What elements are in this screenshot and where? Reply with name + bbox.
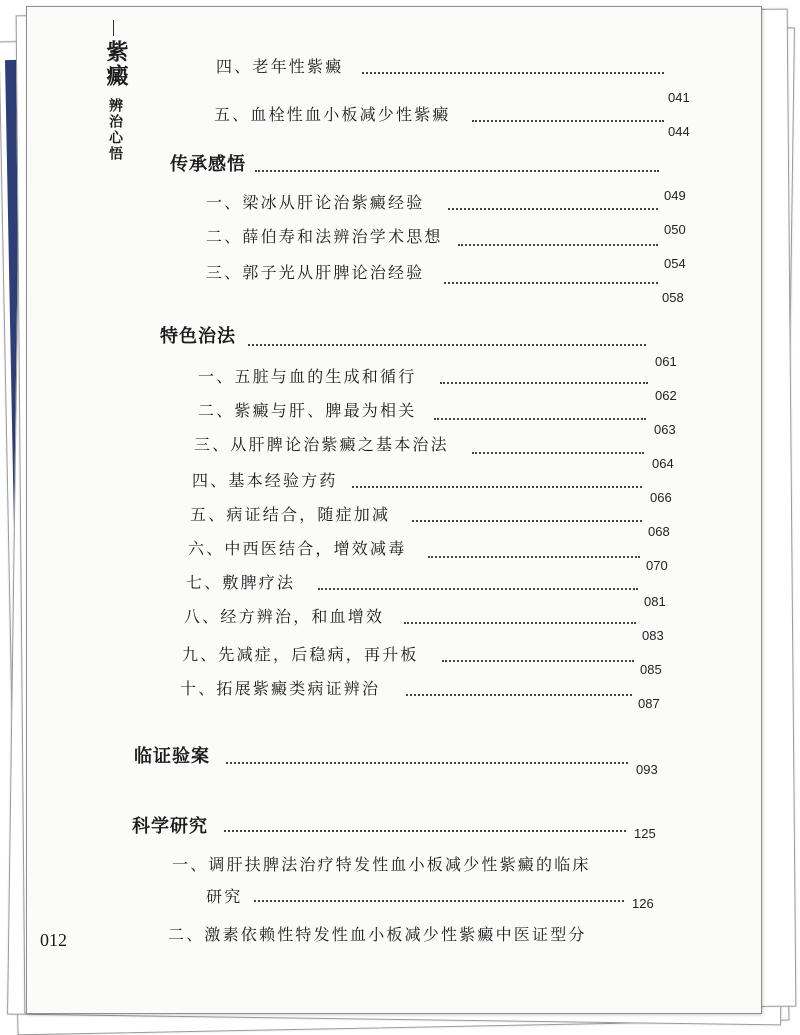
toc-entry[interactable]: 研究 [206, 887, 243, 906]
toc-section-heading[interactable]: 临证验案 [134, 746, 210, 767]
toc-entry[interactable]: 四、老年性紫癜 [216, 57, 344, 76]
toc-entry[interactable]: 九、先减症，后稳病，再升板 [182, 645, 419, 664]
toc-entry[interactable]: 一、五脏与血的生成和循行 [198, 367, 417, 386]
dot-leader [255, 170, 659, 172]
toc-section-heading[interactable]: 科学研究 [132, 816, 208, 837]
toc-page-number: 049 [664, 188, 686, 203]
dot-leader [404, 622, 636, 624]
toc-entry[interactable]: 七、敷脾疗法 [186, 573, 296, 592]
dot-leader [226, 762, 628, 764]
dot-leader [444, 282, 658, 284]
dot-leader [318, 588, 638, 590]
dot-leader [448, 208, 658, 210]
dot-leader [224, 830, 626, 832]
toc-page-number: 083 [642, 628, 664, 643]
running-title-main: 紫癜 [103, 40, 129, 88]
dot-leader [440, 382, 648, 384]
dot-leader [434, 418, 646, 420]
toc-entry[interactable]: 一、调肝扶脾法治疗特发性血小板减少性紫癜的临床 [172, 855, 591, 874]
toc-entry[interactable]: 五、血栓性血小板减少性紫癜 [214, 105, 451, 124]
toc-page-number: 064 [652, 456, 674, 471]
toc-page-number: 041 [668, 90, 690, 105]
toc-entry[interactable]: 六、中西医结合，增效减毒 [188, 539, 407, 558]
dot-leader [362, 72, 664, 74]
toc-page-number: 093 [636, 762, 658, 777]
toc-page-number: 058 [662, 290, 684, 305]
page-folio: 012 [40, 930, 67, 950]
dot-leader [352, 486, 642, 488]
dot-leader [472, 120, 664, 122]
toc-entry[interactable]: 三、郭子光从肝脾论治经验 [206, 263, 425, 282]
toc-entry[interactable]: 二、激素依赖性特发性血小板减少性紫癜中医证型分 [168, 925, 587, 944]
toc-section-heading[interactable]: 传承感悟 [170, 154, 246, 175]
toc-page-number: 061 [655, 354, 677, 369]
toc-entry[interactable]: 八、经方辨治，和血增效 [184, 607, 385, 626]
running-title-rule [113, 20, 114, 36]
dot-leader [472, 452, 644, 454]
toc-entry[interactable]: 三、从肝脾论治紫癜之基本治法 [194, 435, 449, 454]
toc-section-heading[interactable]: 特色治法 [160, 326, 236, 347]
dot-leader [248, 344, 646, 346]
toc-page-number: 066 [650, 490, 672, 505]
toc-entry[interactable]: 一、梁冰从肝论治紫癜经验 [206, 193, 425, 212]
toc-page-number: 081 [644, 594, 666, 609]
dot-leader [254, 900, 624, 902]
toc-page-number: 054 [664, 256, 686, 271]
running-title-sub: 辨治心悟 [107, 98, 123, 162]
toc-page-number: 070 [646, 558, 668, 573]
toc-entry[interactable]: 十、拓展紫癜类病证辨治 [180, 679, 381, 698]
toc-page-number: 087 [638, 696, 660, 711]
toc-entry[interactable]: 二、紫癜与肝、脾最为相关 [198, 401, 417, 420]
toc-page-number: 063 [654, 422, 676, 437]
dot-leader [428, 556, 640, 558]
toc-page-number: 044 [668, 124, 690, 139]
toc-page-number: 125 [634, 826, 656, 841]
toc-entry[interactable]: 四、基本经验方药 [192, 471, 338, 490]
dot-leader [412, 520, 642, 522]
toc-entry[interactable]: 二、薛伯寿和法辨治学术思想 [206, 227, 443, 246]
toc-entry[interactable]: 五、病证结合，随症加减 [190, 505, 391, 524]
dot-leader [442, 660, 634, 662]
toc-page-number: 126 [632, 896, 654, 911]
toc-page-number: 050 [664, 222, 686, 237]
dot-leader [406, 694, 632, 696]
toc-page-number: 085 [640, 662, 662, 677]
dot-leader [458, 244, 658, 246]
toc-page-number: 068 [648, 524, 670, 539]
toc-page-number: 062 [655, 388, 677, 403]
